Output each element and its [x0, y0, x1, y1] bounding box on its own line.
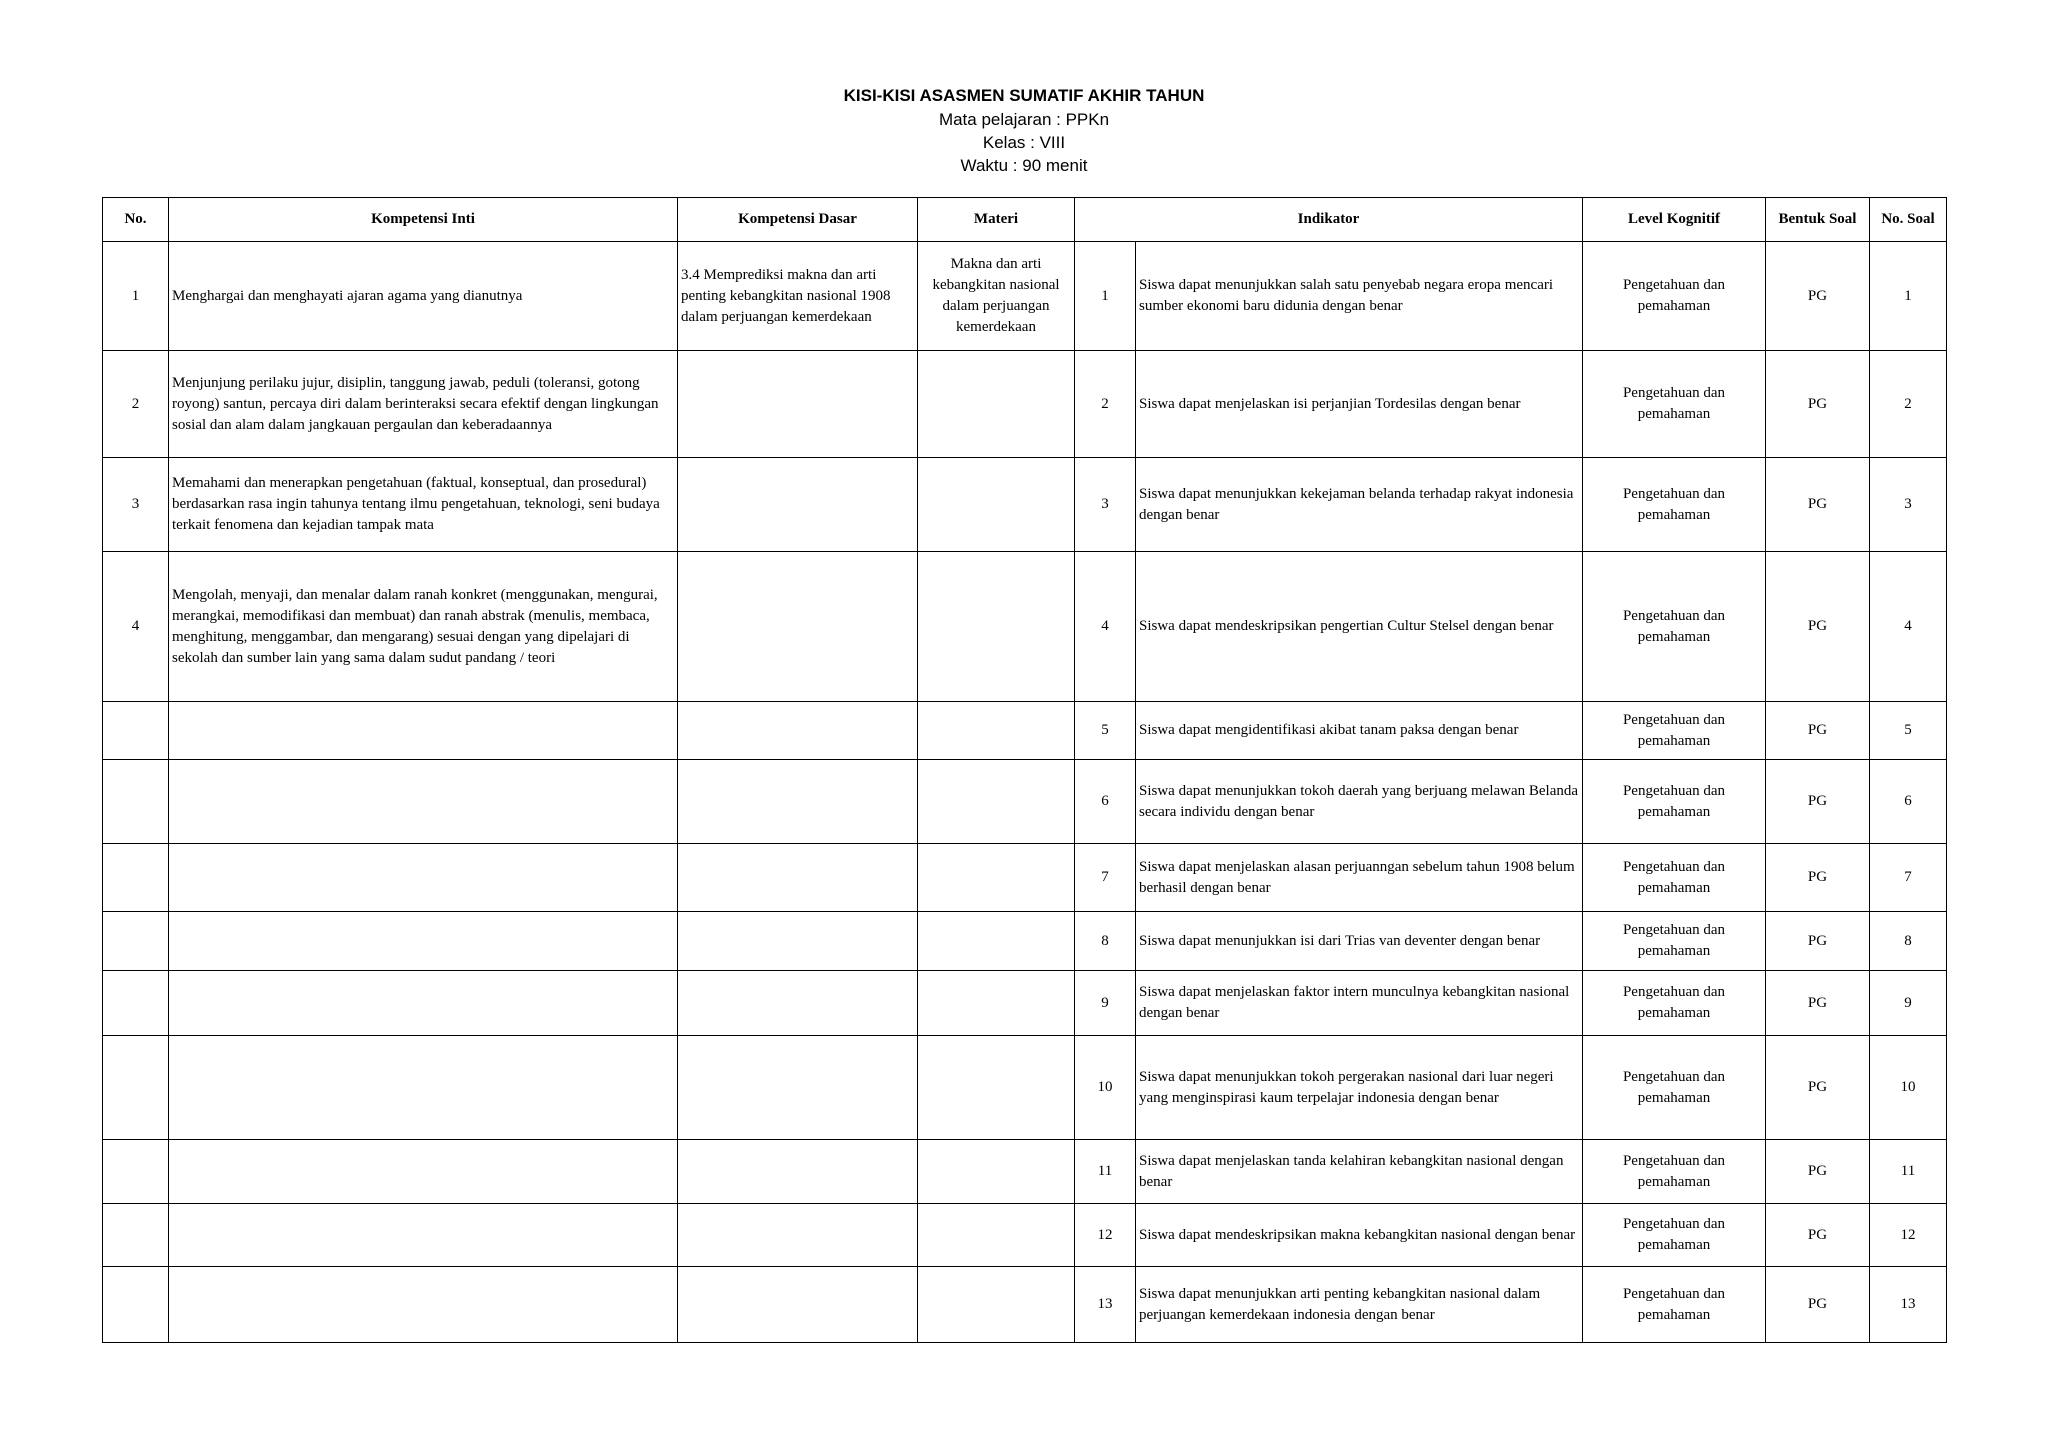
cell-indikator: Siswa dapat menunjukkan tokoh pergerakan nasional dari luar negeri yang menginspirasi kaum terpelajar indonesia dengan benar: [1136, 1036, 1583, 1140]
cell-kompetensi-dasar: 3.4 Memprediksi makna dan arti penting kebangkitan nasional 1908 dalam perjuangan kemerdekaan: [678, 242, 918, 351]
cell-bentuk-soal: PG: [1766, 1036, 1870, 1140]
cell-no: [103, 844, 169, 912]
cell-indikator: Siswa dapat menunjukkan arti penting kebangkitan nasional dalam perjuangan kemerdekaan indonesia dengan benar: [1136, 1267, 1583, 1343]
cell-bentuk-soal: PG: [1766, 971, 1870, 1036]
cell-materi: [918, 844, 1075, 912]
cell-bentuk-soal: PG: [1766, 760, 1870, 844]
cell-materi: [918, 552, 1075, 702]
cell-kompetensi-dasar: [678, 844, 918, 912]
cell-indikator-no: 6: [1075, 760, 1136, 844]
cell-bentuk-soal: PG: [1766, 552, 1870, 702]
cell-materi: [918, 351, 1075, 458]
cell-indikator: Siswa dapat mengidentifikasi akibat tanam paksa dengan benar: [1136, 702, 1583, 760]
cell-indikator-no: 5: [1075, 702, 1136, 760]
cell-kompetensi-dasar: [678, 351, 918, 458]
cell-indikator: Siswa dapat menunjukkan isi dari Trias van deventer dengan benar: [1136, 912, 1583, 971]
cell-no: [103, 1036, 169, 1140]
cell-indikator-no: 1: [1075, 242, 1136, 351]
table-row: [103, 351, 1947, 458]
cell-indikator: Siswa dapat menjelaskan faktor intern munculnya kebangkitan nasional dengan benar: [1136, 971, 1583, 1036]
cell-kompetensi-inti: [169, 760, 678, 844]
cell-no-soal: 3: [1870, 458, 1947, 552]
cell-no: [103, 1267, 169, 1343]
cell-kompetensi-inti: Menjunjung perilaku jujur, disiplin, tanggung jawab, peduli (toleransi, gotong royong) santun, percaya diri dalam berinteraksi secara efektif dengan lingkungan sosial dan alam dalam jangkauan pergaulan dan keberadaannya: [169, 351, 678, 458]
cell-no-soal: 9: [1870, 971, 1947, 1036]
cell-materi: [918, 912, 1075, 971]
cell-no-soal: 8: [1870, 912, 1947, 971]
cell-kompetensi-inti: [169, 1036, 678, 1140]
table-row: [103, 1267, 1947, 1343]
cell-indikator-no: 9: [1075, 971, 1136, 1036]
cell-bentuk-soal: PG: [1766, 912, 1870, 971]
header-bentuk-soal: Bentuk Soal: [1766, 198, 1870, 242]
document-title: KISI-KISI ASASMEN SUMATIF AKHIR TAHUN: [843, 86, 1205, 105]
table-row: [103, 971, 1947, 1036]
cell-level-kognitif: Pengetahuan dan pemahaman: [1583, 912, 1766, 971]
cell-kompetensi-inti: Menghargai dan menghayati ajaran agama yang dianutnya: [169, 242, 678, 351]
cell-indikator: Siswa dapat mendeskripsikan pengertian Cultur Stelsel dengan benar: [1136, 552, 1583, 702]
cell-kompetensi-inti: [169, 971, 678, 1036]
cell-bentuk-soal: PG: [1766, 1267, 1870, 1343]
table-row: [103, 912, 1947, 971]
cell-no-soal: 6: [1870, 760, 1947, 844]
cell-materi: [918, 760, 1075, 844]
cell-kompetensi-dasar: [678, 1204, 918, 1267]
cell-kompetensi-inti: Mengolah, menyaji, dan menalar dalam ranah konkret (menggunakan, mengurai, merangkai, memodifikasi dan membuat) dan ranah abstrak (menulis, membaca, menghitung, menggambar, dan mengarang) sesuai dengan yang dipelajari di sekolah dan sumber lain yang sama dalam sudut pandang / teori: [169, 552, 678, 702]
cell-kompetensi-dasar: [678, 702, 918, 760]
cell-no: 3: [103, 458, 169, 552]
cell-level-kognitif: Pengetahuan dan pemahaman: [1583, 242, 1766, 351]
table-row: [103, 552, 1947, 702]
cell-no: [103, 702, 169, 760]
cell-level-kognitif: Pengetahuan dan pemahaman: [1583, 351, 1766, 458]
cell-materi: [918, 1140, 1075, 1204]
cell-no: 4: [103, 552, 169, 702]
cell-level-kognitif: Pengetahuan dan pemahaman: [1583, 971, 1766, 1036]
cell-bentuk-soal: PG: [1766, 844, 1870, 912]
header-materi: Materi: [918, 198, 1075, 242]
cell-kompetensi-dasar: [678, 1267, 918, 1343]
cell-indikator-no: 8: [1075, 912, 1136, 971]
cell-bentuk-soal: PG: [1766, 458, 1870, 552]
cell-bentuk-soal: PG: [1766, 242, 1870, 351]
cell-kompetensi-dasar: [678, 1036, 918, 1140]
cell-bentuk-soal: PG: [1766, 1140, 1870, 1204]
table-row: [103, 458, 1947, 552]
table-row: [103, 1036, 1947, 1140]
cell-no-soal: 1: [1870, 242, 1947, 351]
cell-bentuk-soal: PG: [1766, 351, 1870, 458]
cell-bentuk-soal: PG: [1766, 1204, 1870, 1267]
subject-line: Mata pelajaran : PPKn: [938, 110, 1110, 129]
cell-kompetensi-inti: [169, 1204, 678, 1267]
cell-no: 1: [103, 242, 169, 351]
cell-indikator: Siswa dapat mendeskripsikan makna kebangkitan nasional dengan benar: [1136, 1204, 1583, 1267]
cell-kompetensi-inti: [169, 1140, 678, 1204]
cell-indikator-no: 12: [1075, 1204, 1136, 1267]
cell-materi: [918, 1204, 1075, 1267]
cell-no: [103, 1140, 169, 1204]
time-line: Waktu : 90 menit: [960, 156, 1088, 175]
header-no: No.: [103, 198, 169, 242]
cell-level-kognitif: Pengetahuan dan pemahaman: [1583, 458, 1766, 552]
cell-kompetensi-inti: [169, 912, 678, 971]
cell-kompetensi-dasar: [678, 912, 918, 971]
cell-indikator: Siswa dapat menjelaskan tanda kelahiran kebangkitan nasional dengan benar: [1136, 1140, 1583, 1204]
cell-level-kognitif: Pengetahuan dan pemahaman: [1583, 1204, 1766, 1267]
cell-no-soal: 7: [1870, 844, 1947, 912]
cell-indikator: Siswa dapat menunjukkan salah satu penyebab negara eropa mencari sumber ekonomi baru didunia dengan benar: [1136, 242, 1583, 351]
table-row: [103, 760, 1947, 844]
header-kompetensi-dasar: Kompetensi Dasar: [678, 198, 918, 242]
cell-indikator-no: 2: [1075, 351, 1136, 458]
cell-level-kognitif: Pengetahuan dan pemahaman: [1583, 702, 1766, 760]
table-row: [103, 1140, 1947, 1204]
cell-level-kognitif: Pengetahuan dan pemahaman: [1583, 1140, 1766, 1204]
cell-indikator-no: 10: [1075, 1036, 1136, 1140]
cell-no: [103, 912, 169, 971]
kisi-kisi-table: [102, 197, 1947, 1343]
cell-no-soal: 4: [1870, 552, 1947, 702]
cell-materi: [918, 458, 1075, 552]
cell-materi: [918, 971, 1075, 1036]
class-line: Kelas : VIII: [982, 133, 1066, 152]
cell-no-soal: 5: [1870, 702, 1947, 760]
cell-no-soal: 11: [1870, 1140, 1947, 1204]
cell-level-kognitif: Pengetahuan dan pemahaman: [1583, 1036, 1766, 1140]
cell-indikator-no: 7: [1075, 844, 1136, 912]
table-row: [103, 702, 1947, 760]
cell-materi: Makna dan arti kebangkitan nasional dalam perjuangan kemerdekaan: [918, 242, 1075, 351]
cell-indikator-no: 4: [1075, 552, 1136, 702]
cell-indikator: Siswa dapat menunjukkan kekejaman belanda terhadap rakyat indonesia dengan benar: [1136, 458, 1583, 552]
cell-level-kognitif: Pengetahuan dan pemahaman: [1583, 552, 1766, 702]
header-no-soal: No. Soal: [1870, 198, 1947, 242]
cell-materi: [918, 1267, 1075, 1343]
cell-no-soal: 2: [1870, 351, 1947, 458]
cell-kompetensi-inti: [169, 1267, 678, 1343]
cell-indikator: Siswa dapat menjelaskan alasan perjuanngan sebelum tahun 1908 belum berhasil dengan benar: [1136, 844, 1583, 912]
cell-no: [103, 971, 169, 1036]
cell-level-kognitif: Pengetahuan dan pemahaman: [1583, 844, 1766, 912]
cell-kompetensi-inti: [169, 702, 678, 760]
cell-indikator-no: 13: [1075, 1267, 1136, 1343]
cell-materi: [918, 1036, 1075, 1140]
cell-no: 2: [103, 351, 169, 458]
header-indikator: Indikator: [1075, 198, 1583, 242]
header-kompetensi-inti: Kompetensi Inti: [169, 198, 678, 242]
cell-kompetensi-dasar: [678, 1140, 918, 1204]
cell-indikator: Siswa dapat menunjukkan tokoh daerah yang berjuang melawan Belanda secara individu dengan benar: [1136, 760, 1583, 844]
cell-indikator: Siswa dapat menjelaskan isi perjanjian Tordesilas dengan benar: [1136, 351, 1583, 458]
cell-indikator-no: 11: [1075, 1140, 1136, 1204]
table-row: [103, 1204, 1947, 1267]
cell-level-kognitif: Pengetahuan dan pemahaman: [1583, 1267, 1766, 1343]
cell-no: [103, 1204, 169, 1267]
cell-bentuk-soal: PG: [1766, 702, 1870, 760]
cell-kompetensi-dasar: [678, 760, 918, 844]
table-row: [103, 844, 1947, 912]
cell-kompetensi-dasar: [678, 458, 918, 552]
cell-indikator-no: 3: [1075, 458, 1136, 552]
cell-kompetensi-inti: [169, 844, 678, 912]
cell-no-soal: 12: [1870, 1204, 1947, 1267]
header-level-kognitif: Level Kognitif: [1583, 198, 1766, 242]
cell-no: [103, 760, 169, 844]
cell-kompetensi-dasar: [678, 971, 918, 1036]
table-header-row: [103, 198, 1947, 242]
cell-level-kognitif: Pengetahuan dan pemahaman: [1583, 760, 1766, 844]
table-row: [103, 242, 1947, 351]
cell-materi: [918, 702, 1075, 760]
cell-kompetensi-inti: Memahami dan menerapkan pengetahuan (faktual, konseptual, dan prosedural) berdasarkan rasa ingin tahunya tentang ilmu pengetahuan, teknologi, seni budaya terkait fenomena dan kejadian tampak mata: [169, 458, 678, 552]
cell-no-soal: 10: [1870, 1036, 1947, 1140]
cell-kompetensi-dasar: [678, 552, 918, 702]
cell-no-soal: 13: [1870, 1267, 1947, 1343]
